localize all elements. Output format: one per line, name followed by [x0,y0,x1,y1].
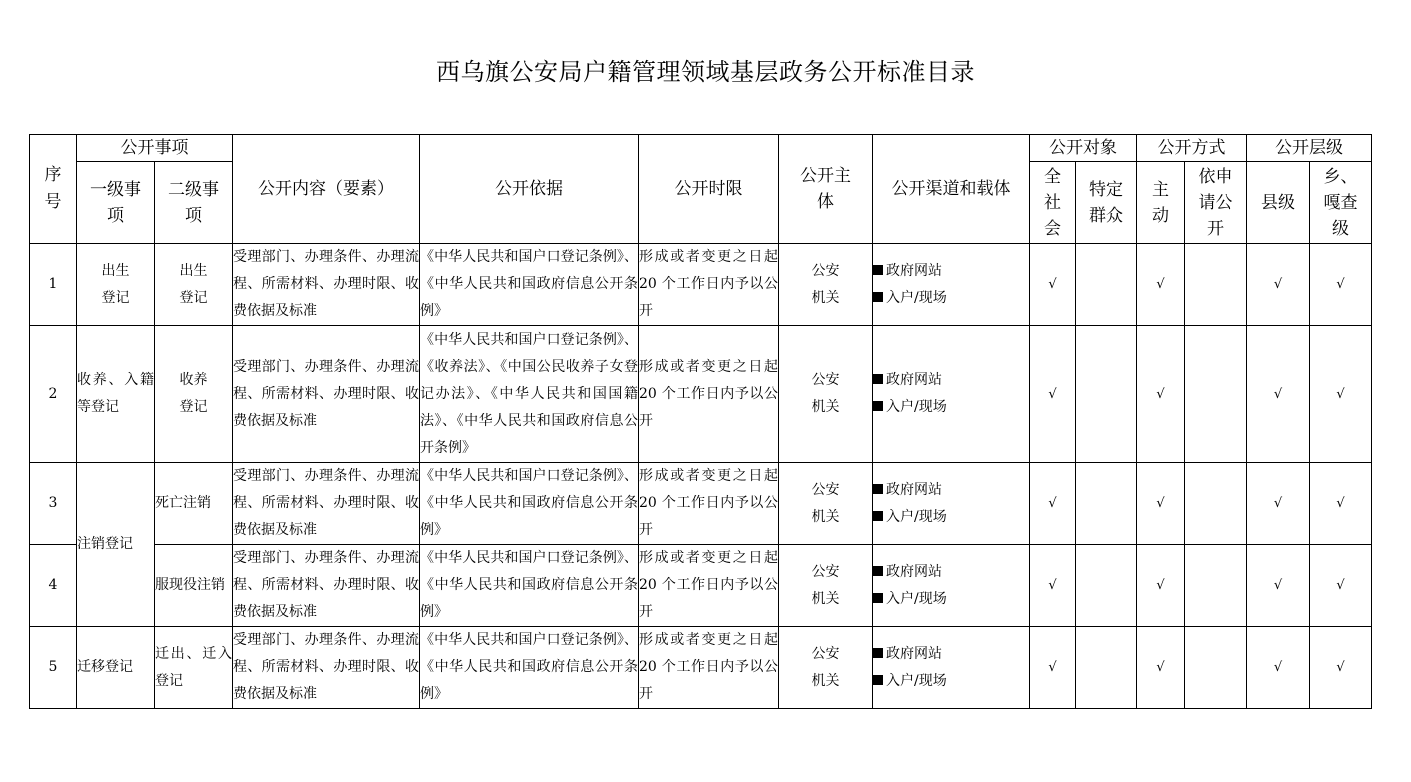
header-audience-group: 公开对象 [1030,135,1137,162]
square-bullet-icon [873,593,883,603]
cell-level-township: √ [1310,545,1372,627]
cell-content: 受理部门、办理条件、办理流程、所需材料、办理时限、收费依据及标准 [233,326,420,463]
square-bullet-icon [873,484,883,494]
cell-audience-specific [1076,244,1137,326]
cell-level-township: √ [1310,463,1372,545]
cell-subject: 公安机关 [779,627,873,709]
header-time-limit: 公开时限 [639,135,779,244]
cell-time-limit: 形成或者变更之日起 20 个工作日内予以公开 [639,244,779,326]
cell-time-limit: 形成或者变更之日起 20 个工作日内予以公开 [639,326,779,463]
header-audience-all: 全社会 [1030,162,1076,244]
cell-audience-specific [1076,545,1137,627]
square-bullet-icon [873,292,883,302]
header-audience-specific: 特定群众 [1076,162,1137,244]
cell-audience-all: √ [1030,463,1076,545]
square-bullet-icon [873,265,883,275]
header-content: 公开内容（要素） [233,135,420,244]
cell-mode-active: √ [1137,326,1185,463]
cell-mode-active: √ [1137,463,1185,545]
square-bullet-icon [873,648,883,658]
cell-level1: 注销登记 [77,463,155,627]
cell-content: 受理部门、办理条件、办理流程、所需材料、办理时限、收费依据及标准 [233,545,420,627]
page-title: 西乌旗公安局户籍管理领域基层政务公开标准目录 [436,58,975,86]
cell-no: 4 [30,545,77,627]
cell-mode-apply [1185,463,1247,545]
header-level-township: 乡、嘎查级 [1310,162,1372,244]
table-row [30,244,1372,326]
cell-basis: 《中华人民共和国户口登记条例》、《中华人民共和国政府信息公开条例》 [420,627,639,709]
cell-content: 受理部门、办理条件、办理流程、所需材料、办理时限、收费依据及标准 [233,627,420,709]
cell-audience-specific [1076,463,1137,545]
cell-no: 3 [30,463,77,545]
header-items-group: 公开事项 [77,135,233,162]
cell-level1: 迁移登记 [77,627,155,709]
cell-level2: 出生登记 [155,244,233,326]
header-mode-apply: 依申请公开 [1185,162,1247,244]
cell-subject: 公安机关 [779,244,873,326]
cell-level-county: √ [1247,244,1310,326]
table-row [30,627,1372,709]
cell-no: 5 [30,627,77,709]
cell-level2: 服现役注销 [155,545,233,627]
cell-subject: 公安机关 [779,463,873,545]
header-serial: 序号 [30,135,77,244]
cell-content: 受理部门、办理条件、办理流程、所需材料、办理时限、收费依据及标准 [233,244,420,326]
cell-time-limit: 形成或者变更之日起 20 个工作日内予以公开 [639,463,779,545]
header-level-county: 县级 [1247,162,1310,244]
header-channel: 公开渠道和载体 [873,135,1030,244]
header-mode-group: 公开方式 [1137,135,1247,162]
cell-mode-apply [1185,627,1247,709]
cell-audience-all: √ [1030,627,1076,709]
cell-mode-apply [1185,326,1247,463]
cell-basis: 《中华人民共和国户口登记条例》、《中华人民共和国政府信息公开条例》 [420,463,639,545]
header-level-group: 公开层级 [1247,135,1372,162]
cell-level2: 死亡注销 [155,463,233,545]
table-row [30,463,1372,545]
header-mode-active: 主动 [1137,162,1185,244]
header-level1: 一级事项 [77,162,155,244]
cell-channel: 政府网站 入户/现场 [873,463,1030,545]
cell-mode-active: √ [1137,545,1185,627]
square-bullet-icon [873,566,883,576]
header-basis: 公开依据 [420,135,639,244]
cell-content: 受理部门、办理条件、办理流程、所需材料、办理时限、收费依据及标准 [233,463,420,545]
cell-basis: 《中华人民共和国户口登记条例》、《收养法》、《中国公民收养子女登记办法》、《中华人民共和国国籍法》、《中华人民共和国政府信息公开条例》 [420,326,639,463]
square-bullet-icon [873,401,883,411]
cell-time-limit: 形成或者变更之日起 20 个工作日内予以公开 [639,545,779,627]
cell-level-county: √ [1247,627,1310,709]
cell-level-county: √ [1247,463,1310,545]
cell-level-township: √ [1310,326,1372,463]
cell-subject: 公安机关 [779,326,873,463]
cell-channel: 政府网站 入户/现场 [873,326,1030,463]
cell-audience-all: √ [1030,326,1076,463]
cell-level1: 出生登记 [77,244,155,326]
square-bullet-icon [873,511,883,521]
cell-no: 2 [30,326,77,463]
header-level2: 二级事项 [155,162,233,244]
cell-audience-all: √ [1030,545,1076,627]
table-row [30,326,1372,463]
cell-channel: 政府网站 入户/现场 [873,244,1030,326]
square-bullet-icon [873,374,883,384]
cell-level-township: √ [1310,627,1372,709]
cell-no: 1 [30,244,77,326]
cell-mode-apply [1185,545,1247,627]
cell-basis: 《中华人民共和国户口登记条例》、《中华人民共和国政府信息公开条例》 [420,545,639,627]
cell-mode-apply [1185,244,1247,326]
cell-level-township: √ [1310,244,1372,326]
cell-level-county: √ [1247,545,1310,627]
cell-time-limit: 形成或者变更之日起 20 个工作日内予以公开 [639,627,779,709]
cell-level1: 收养、入籍等登记 [77,326,155,463]
cell-basis: 《中华人民共和国户口登记条例》、《中华人民共和国政府信息公开条例》 [420,244,639,326]
header-subject: 公开主体 [779,135,873,244]
cell-channel: 政府网站 入户/现场 [873,545,1030,627]
cell-mode-active: √ [1137,244,1185,326]
cell-level-county: √ [1247,326,1310,463]
cell-audience-specific [1076,326,1137,463]
catalog-table [29,134,1372,709]
cell-channel: 政府网站 入户/现场 [873,627,1030,709]
table-row [30,545,1372,627]
cell-level2: 收养登记 [155,326,233,463]
cell-audience-specific [1076,627,1137,709]
square-bullet-icon [873,675,883,685]
cell-subject: 公安机关 [779,545,873,627]
cell-mode-active: √ [1137,627,1185,709]
cell-audience-all: √ [1030,244,1076,326]
cell-level2: 迁出、迁入登记 [155,627,233,709]
